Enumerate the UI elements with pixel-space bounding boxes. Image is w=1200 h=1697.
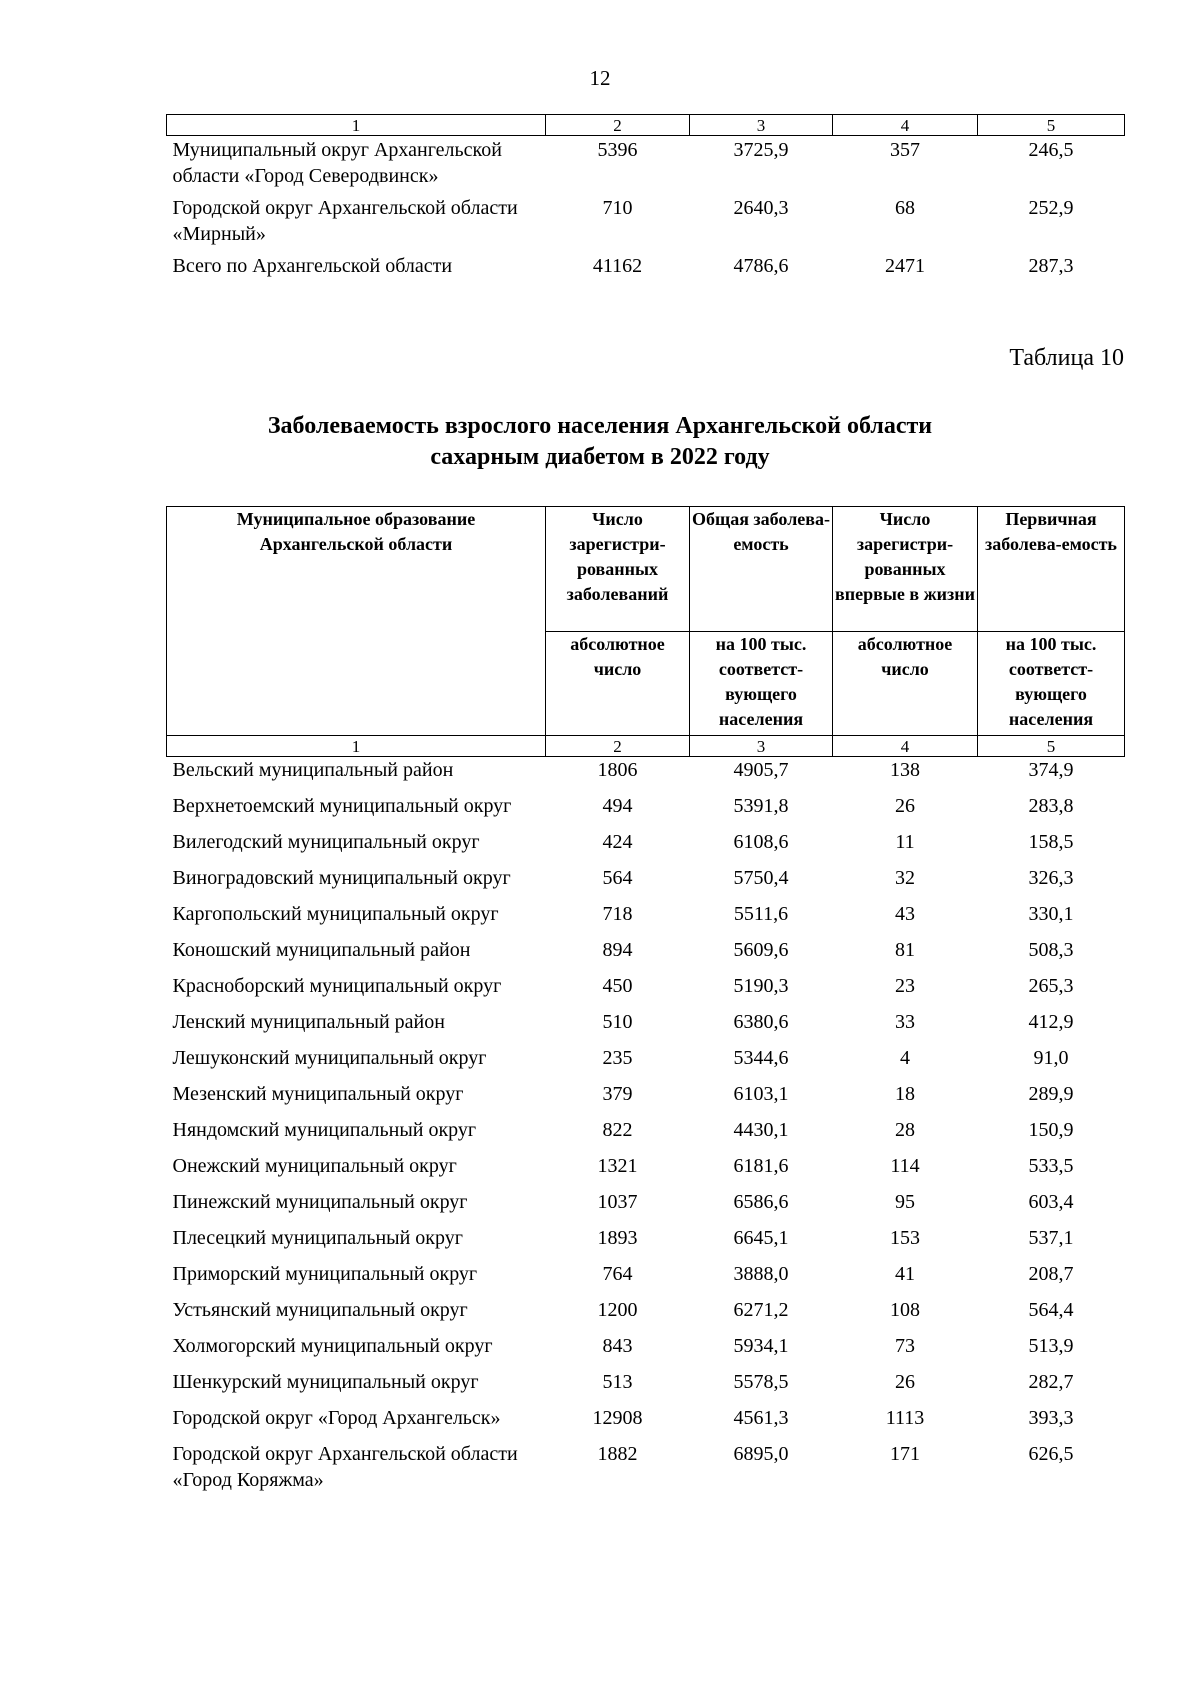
value-col-5: 289,9 [1028,1083,1074,1105]
incidence-table [166,506,1125,1498]
municipality-name: Верхнетоемский муниципальный округ [172,795,512,817]
value-col-4: 95 [895,1191,915,1213]
column-number: 2 [546,736,690,757]
value-col-5: 265,3 [1028,975,1074,997]
value-col-3: 6586,6 [733,1191,789,1213]
municipality-name: Няндомский муниципальный округ [172,1119,477,1141]
value-col-4: 33 [895,1011,915,1033]
header-unit-per-100k: на 100 тыс. соответст-вующего населения [690,631,833,736]
municipality-name: Мезенский муниципальный округ [172,1083,464,1105]
value-col-4: 68 [895,197,915,219]
value-col-3: 3888,0 [733,1263,789,1285]
value-col-4: 2471 [885,255,925,277]
table-row [167,1328,1125,1364]
value-col-3: 5934,1 [733,1335,789,1357]
value-col-5: 158,5 [1028,831,1074,853]
value-col-2: 843 [602,1335,633,1357]
value-col-4: 153 [890,1227,920,1249]
value-col-3: 6380,6 [733,1011,789,1033]
header-primary-incidence: Первичная заболева-емость [978,507,1125,632]
value-col-2: 1321 [597,1155,638,1177]
table-row [167,1004,1125,1040]
table-row [167,824,1125,860]
value-col-3: 5511,6 [733,903,789,925]
value-col-2: 1200 [597,1299,638,1321]
municipality-name: Муниципальный округ Архангельской области «Город Северодвинск» [172,139,502,187]
value-col-2: 510 [602,1011,633,1033]
value-col-4: 73 [895,1335,915,1357]
value-col-3: 5391,8 [733,795,789,817]
value-col-3: 5190,3 [733,975,789,997]
municipality-name: Приморский муниципальный округ [172,1263,478,1285]
page-number: 12 [589,66,611,90]
value-col-5: 287,3 [1028,255,1074,277]
value-col-5: 282,7 [1028,1371,1074,1393]
value-col-3: 4430,1 [733,1119,789,1141]
value-col-2: 764 [602,1263,633,1285]
value-col-3: 5609,6 [733,939,789,961]
value-col-2: 1806 [597,759,638,781]
value-col-3: 5578,5 [733,1371,789,1393]
value-col-2: 718 [602,903,633,925]
value-col-5: 283,8 [1028,795,1074,817]
value-col-4: 171 [890,1443,920,1465]
column-number: 4 [833,736,978,757]
table-row [167,968,1125,1004]
value-col-2: 1037 [597,1191,638,1213]
value-col-4: 11 [895,831,915,853]
header-unit-per-100k: на 100 тыс. соответст-вующего населения [978,631,1125,736]
value-col-2: 822 [602,1119,633,1141]
value-col-3: 5344,6 [733,1047,789,1069]
value-col-3: 4786,6 [733,255,789,277]
value-col-2: 5396 [597,139,638,161]
value-col-2: 564 [602,867,633,889]
header-unit-absolute: абсолютное число [546,631,690,736]
value-col-3: 6895,0 [733,1443,789,1465]
value-col-2: 1882 [597,1443,638,1465]
header-municipality: Муниципальное образование Архангельской области [167,507,546,632]
value-col-2: 1893 [597,1227,638,1249]
municipality-name: Пинежский муниципальный округ [172,1191,468,1213]
municipality-name: Городской округ «Город Архангельск» [172,1407,501,1429]
value-col-4: 32 [895,867,915,889]
municipality-name: Лешуконский муниципальный округ [172,1047,487,1069]
table-row [167,1364,1125,1400]
municipality-name: Виноградовский муниципальный округ [172,867,511,889]
column-number: 1 [167,736,546,757]
header-row [167,507,1125,632]
municipality-name: Ленский муниципальный район [172,1011,445,1033]
municipality-name: Всего по Архангельской области [172,255,453,277]
value-col-5: 91,0 [1033,1047,1069,1069]
municipality-name: Каргопольский муниципальный округ [172,903,499,925]
municipality-name: Коношский муниципальный район [172,939,471,961]
value-col-4: 81 [895,939,915,961]
value-col-5: 603,4 [1028,1191,1074,1213]
value-col-5: 626,5 [1028,1443,1074,1465]
header-empty-cell [167,631,546,736]
value-col-2: 494 [602,795,633,817]
header-unit-absolute: абсолютное число [833,631,978,736]
column-number: 3 [690,736,833,757]
value-col-3: 4561,3 [733,1407,789,1429]
value-col-2: 513 [602,1371,633,1393]
value-col-5: 326,3 [1028,867,1074,889]
value-col-4: 114 [890,1155,920,1177]
municipality-name: Городской округ Архангельской области «Город Коряжма» [172,1443,518,1491]
value-col-5: 150,9 [1028,1119,1074,1141]
column-number-row [167,736,1125,757]
table-row [167,195,1125,253]
table-row [167,896,1125,932]
incidence-table-body [167,757,1125,1499]
value-col-5: 208,7 [1028,1263,1074,1285]
title-line-2: сахарным диабетом в 2022 году [430,444,770,470]
table-row [167,1184,1125,1220]
header-total-incidence: Общая заболева-емость [690,507,833,632]
value-col-2: 710 [602,197,633,219]
table-row [167,860,1125,896]
municipality-name: Холмогорский муниципальный округ [172,1335,493,1357]
value-col-5: 508,3 [1028,939,1074,961]
value-col-5: 246,5 [1028,139,1074,161]
table-row [167,932,1125,968]
value-col-4: 357 [890,139,920,161]
value-col-5: 374,9 [1028,759,1074,781]
table-row [167,1400,1125,1436]
municipality-name: Шенкурский муниципальный округ [172,1371,479,1393]
table-row [167,1076,1125,1112]
table-row [167,1436,1125,1498]
table-row [167,788,1125,824]
value-col-4: 41 [895,1263,915,1285]
header-units-row [167,631,1125,736]
value-col-4: 28 [895,1119,915,1141]
value-col-2: 12908 [592,1407,643,1429]
table-row [167,1040,1125,1076]
column-number: 5 [978,115,1125,136]
table-row [167,1256,1125,1292]
column-number: 4 [833,115,978,136]
value-col-3: 5750,4 [733,867,789,889]
value-col-3: 6108,6 [733,831,789,853]
value-col-5: 393,3 [1028,1407,1074,1429]
continued-table-body [167,136,1125,286]
continued-table [166,114,1125,285]
value-col-4: 108 [890,1299,920,1321]
value-col-3: 6103,1 [733,1083,789,1105]
value-col-4: 43 [895,903,915,925]
municipality-name: Плесецкий муниципальный округ [172,1227,463,1249]
value-col-4: 23 [895,975,915,997]
value-col-2: 894 [602,939,633,961]
municipality-name: Устьянский муниципальный округ [172,1299,468,1321]
municipality-name: Вилегодский муниципальный округ [172,831,480,853]
value-col-4: 1113 [885,1407,925,1429]
value-col-3: 6645,1 [733,1227,789,1249]
value-col-5: 330,1 [1028,903,1074,925]
value-col-5: 537,1 [1028,1227,1074,1249]
value-col-2: 41162 [592,255,643,277]
table-row [167,1220,1125,1256]
value-col-3: 6271,2 [733,1299,789,1321]
value-col-4: 4 [900,1047,910,1069]
value-col-2: 235 [602,1047,633,1069]
municipality-name: Вельский муниципальный район [172,759,454,781]
municipality-name: Городской округ Архангельской области «Мирный» [172,197,518,245]
value-col-4: 26 [895,1371,915,1393]
value-col-5: 564,4 [1028,1299,1074,1321]
value-col-3: 4905,7 [733,759,789,781]
value-col-3: 6181,6 [733,1155,789,1177]
column-number-row [167,115,1125,136]
table-row [167,1112,1125,1148]
title-line-1: Заболеваемость взрослого населения Архангельской области [267,413,933,439]
value-col-5: 252,9 [1028,197,1074,219]
municipality-name: Красноборский муниципальный округ [172,975,502,997]
value-col-4: 18 [895,1083,915,1105]
value-col-5: 513,9 [1028,1335,1074,1357]
table-row [167,1292,1125,1328]
table-label: Таблица 10 [1009,345,1124,371]
value-col-3: 2640,3 [733,197,789,219]
value-col-4: 26 [895,795,915,817]
value-col-2: 379 [602,1083,633,1105]
header-registered-cases: Число зарегистри-рованных заболеваний [546,507,690,632]
value-col-2: 424 [602,831,633,853]
value-col-5: 412,9 [1028,1011,1074,1033]
header-first-time-cases: Число зарегистри-рованных впервые в жизни [833,507,978,632]
column-number: 1 [167,115,546,136]
value-col-4: 138 [890,759,920,781]
table-row [167,253,1125,285]
column-number: 3 [690,115,833,136]
table-row [167,1148,1125,1184]
table-row [167,757,1125,789]
column-number: 5 [978,736,1125,757]
value-col-3: 3725,9 [733,139,789,161]
table-row [167,136,1125,196]
column-number: 2 [546,115,690,136]
value-col-2: 450 [602,975,633,997]
municipality-name: Онежский муниципальный округ [172,1155,457,1177]
table-title [0,411,1200,473]
value-col-5: 533,5 [1028,1155,1074,1177]
